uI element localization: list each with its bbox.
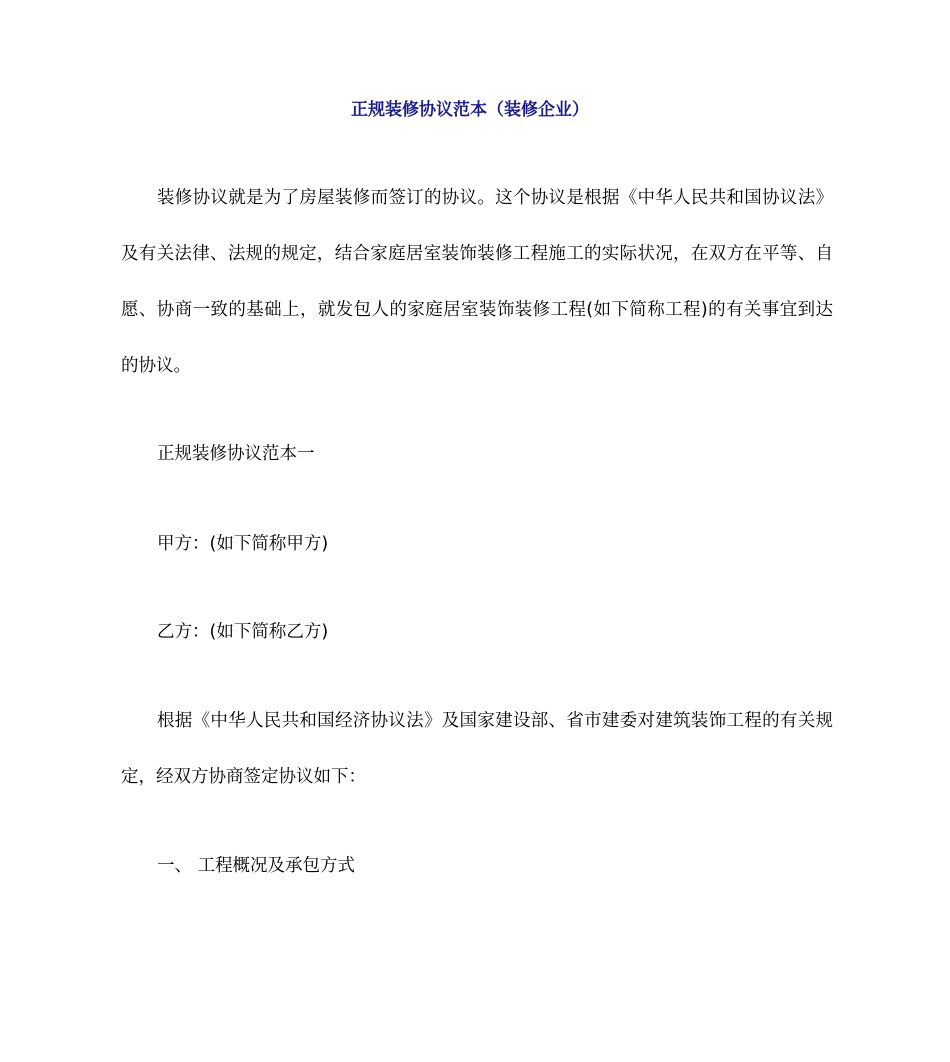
clause-one-heading: 一、 工程概况及承包方式 [157,856,356,876]
party-b-line: 乙方：(如下简称乙方) [157,622,329,642]
section-heading: 正规装修协议范本一 [157,444,315,464]
intro-paragraph: 装修协议就是为了房屋装修而签订的协议。这个协议是根据《中华人民共和国协议法》及有关法律、法规的规定，结合家庭居室装饰装修工程施工的实际状况，在双方在平等、自愿、协商一致的基础上，就发包人的家庭居室装饰装修工程(如下简称工程)的有关事宜到达的协议。 [121,188,833,376]
basis-paragraph: 根据《中华人民共和国经济协议法》及国家建设部、省市建委对建筑装饰工程的有关规定，经双方协商签定协议如下： [121,711,833,787]
document-title: 正规装修协议范本（装修企业） [351,100,589,120]
party-a-line: 甲方：(如下简称甲方) [157,534,329,554]
